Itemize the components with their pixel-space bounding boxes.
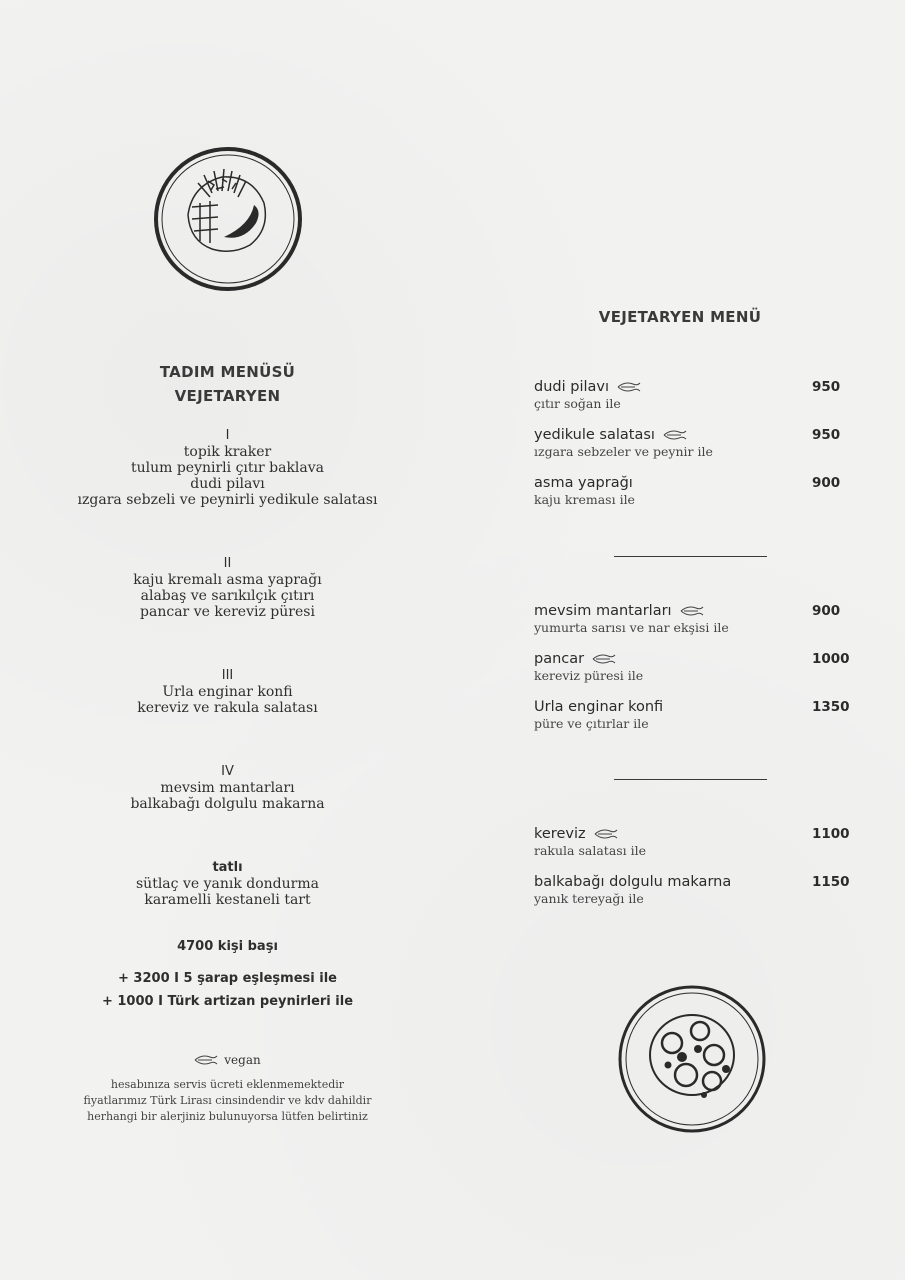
menu-item-price: 900 (812, 475, 841, 491)
note-allergy: herhangi bir alerjiniz bulunuyorsa lütfen belirtiniz (87, 1110, 368, 1123)
menu-item-price: 900 (812, 603, 841, 619)
menu-title: VEJETARYEN MENÜ (598, 308, 762, 326)
course-dish: pancar ve kereviz püresi (140, 604, 315, 620)
course-dish: dudi pilavı (190, 476, 265, 492)
course-dish: Urla enginar konfi (162, 684, 293, 700)
leaf-icon (592, 653, 616, 665)
footer-notes (60, 1077, 395, 1125)
menu-item-description: çıtır soğan ile (534, 396, 621, 411)
course-1 (60, 428, 395, 508)
course-dish: kereviz ve rakula salatası (137, 700, 318, 716)
course-number: IV (221, 764, 234, 779)
course-dish: topik kraker (183, 444, 272, 460)
leaf-icon (680, 605, 704, 617)
menu-item-name: kereviz (534, 826, 586, 842)
menu-item (534, 603, 854, 635)
menu-item-price: 950 (812, 379, 841, 395)
wine-pairing-price: + 3200 I 5 şarap eşleşmesi ile (118, 971, 337, 986)
course-dessert (60, 860, 395, 908)
course-number: tatlı (212, 860, 243, 875)
menu-item-name: yedikule salatası (534, 427, 655, 443)
note-service: hesabınıza servis ücreti eklenmemektedir (110, 1078, 345, 1091)
menu-item-price: 1000 (812, 651, 850, 667)
menu-item-price: 950 (812, 427, 841, 443)
menu-item-description: kaju kreması ile (534, 492, 635, 507)
menu-item (534, 475, 854, 507)
leaf-icon (617, 381, 641, 393)
course-dish: sütlaç ve yanık dondurma (136, 876, 319, 892)
course-3 (60, 668, 395, 716)
leaf-icon (663, 429, 687, 441)
menu-item-name: asma yaprağı (534, 475, 633, 491)
menu-item-price: 1350 (812, 699, 850, 715)
price-per-person: 4700 kişi başı (177, 939, 278, 954)
cheese-addon-price: + 1000 I Türk artizan peynirleri ile (101, 994, 354, 1009)
menu-item (534, 699, 854, 731)
menu-item (534, 826, 854, 858)
menu-item-description: püre ve çıtırlar ile (534, 716, 649, 731)
menu-item-name: pancar (534, 651, 585, 667)
course-dish: tulum peynirli çıtır baklava (130, 460, 325, 476)
menu-item-name: dudi pilavı (534, 379, 609, 395)
menu-item-name: mevsim mantarları (534, 603, 672, 619)
vegan-legend (60, 1053, 395, 1067)
tasting-title-line2: VEJETARYEN (174, 387, 281, 405)
course-dish: karamelli kestaneli tart (144, 892, 311, 908)
course-2 (60, 556, 395, 620)
menu-item (534, 651, 854, 683)
menu-item (534, 379, 854, 411)
course-dish: alabaş ve sarıkılçık çıtırı (140, 588, 315, 604)
course-number: I (225, 428, 230, 443)
menu-item (534, 427, 854, 459)
menu-item-name: balkabağı dolgulu makarna (534, 874, 732, 890)
vegan-label: vegan (224, 1053, 261, 1067)
course-dish: mevsim mantarları (160, 780, 295, 796)
menu-item-description: yanık tereyağı ile (534, 891, 644, 906)
course-number: III (221, 668, 234, 683)
note-currency: fiyatlarımız Türk Lirası cinsindendir ve kdv dahildir (83, 1094, 372, 1107)
menu-item (534, 874, 854, 906)
tasting-title-line1: TADIM MENÜSÜ (159, 363, 296, 381)
section-divider (614, 556, 767, 557)
leaf-icon (594, 828, 618, 840)
leaf-icon (194, 1054, 218, 1066)
course-number: II (223, 556, 232, 571)
tasting-menu-title (60, 360, 395, 408)
menu-item-description: rakula salatası ile (534, 843, 647, 858)
menu-item-description: kereviz püresi ile (534, 668, 644, 683)
course-dish: ızgara sebzeli ve peynirli yedikule salatası (77, 492, 378, 508)
menu-item-price: 1150 (812, 874, 850, 890)
menu-item-description: yumurta sarısı ve nar ekşisi ile (534, 620, 729, 635)
plate-illustration-top (152, 145, 304, 293)
menu-item-price: 1100 (812, 826, 850, 842)
course-dish: kaju kremalı asma yaprağı (133, 572, 322, 588)
course-dish: balkabağı dolgulu makarna (130, 796, 325, 812)
plate-illustration-bottom (616, 983, 768, 1135)
section-divider (614, 779, 767, 780)
menu-item-description: ızgara sebzeler ve peynir ile (534, 444, 713, 459)
course-4 (60, 764, 395, 812)
menu-item-name: Urla enginar konfi (534, 699, 664, 715)
